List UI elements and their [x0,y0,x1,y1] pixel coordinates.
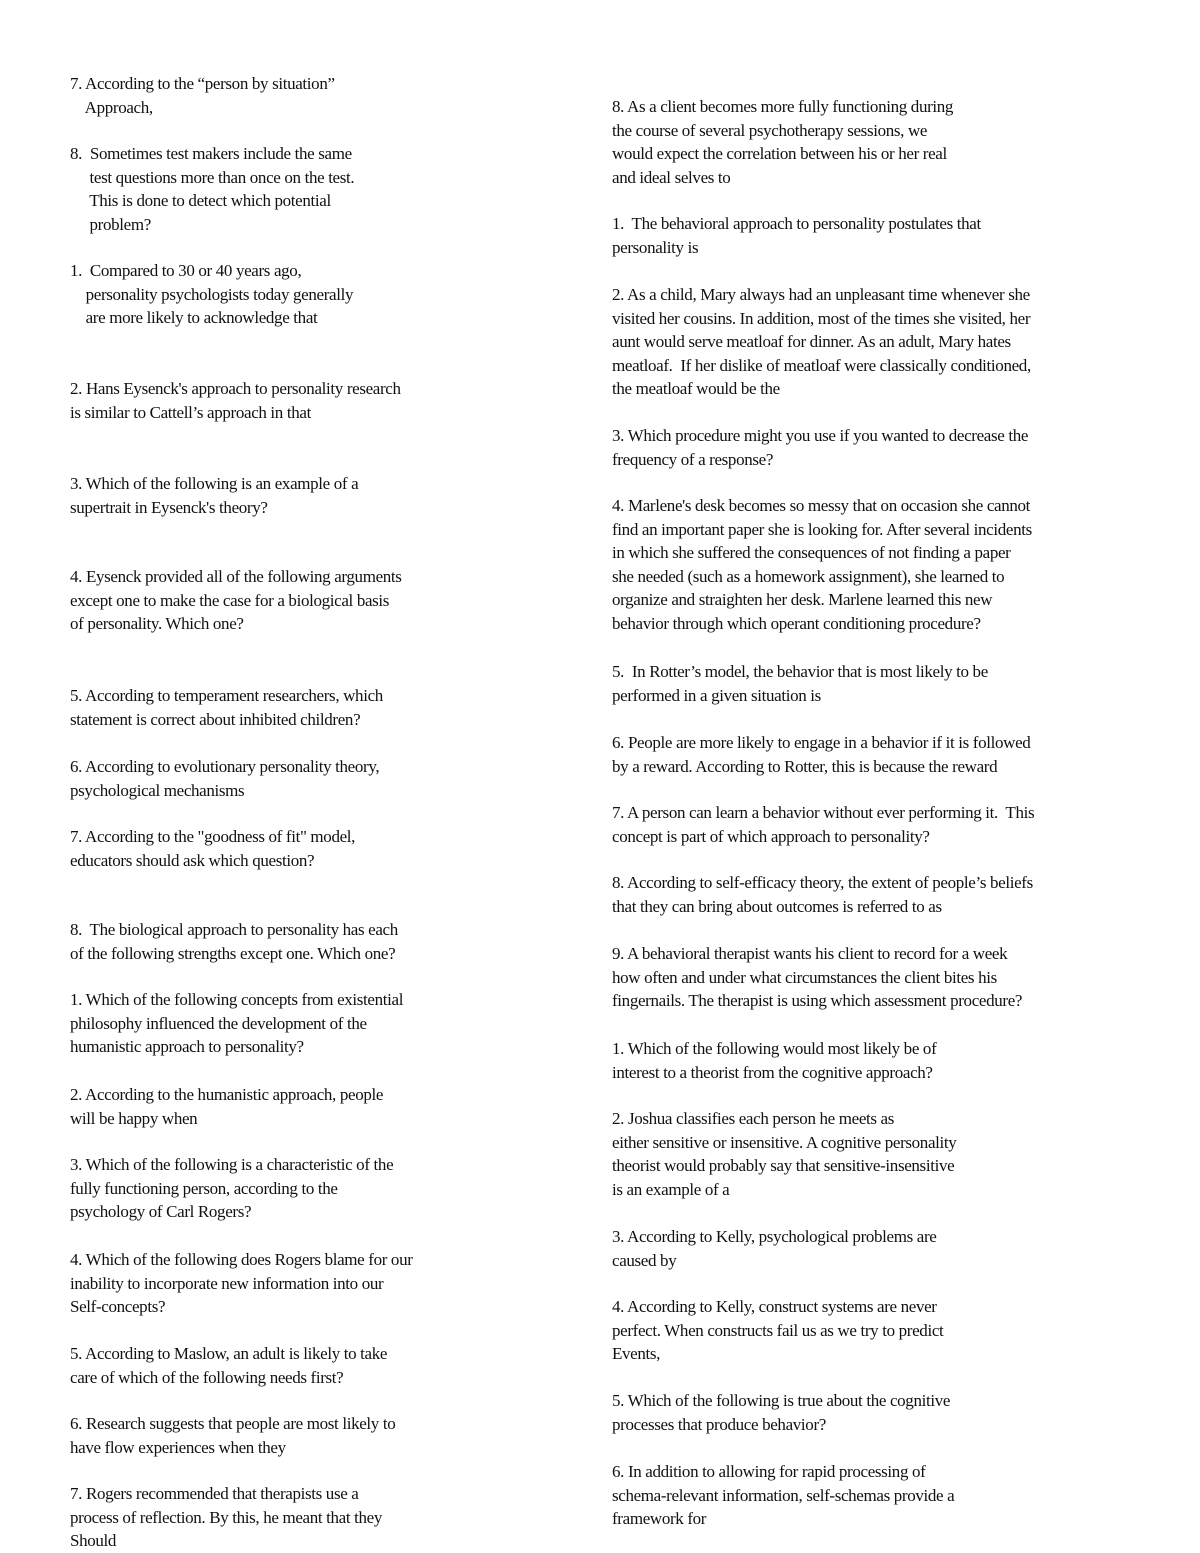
question-line: find an important paper she is looking for. After several incidents [612,519,1032,539]
question-item [70,1248,413,1319]
question-item [70,472,358,519]
question-line: psychology of Carl Rogers? [70,1202,252,1221]
question-item [612,1107,956,1201]
question-line: philosophy influenced the development of the [70,1013,367,1033]
question-line: 6. Research suggests that people are most likely to [70,1414,396,1433]
question-line: will be happy when [70,1108,198,1128]
question-line: 7. According to the "goodness of fit" model, [70,827,356,846]
question-line: interest to a theorist from the cognitive approach? [612,1062,933,1082]
question-line: frequency of a response? [612,449,774,469]
question-line: performed in a given situation is [612,685,821,705]
question-item [612,212,981,259]
question-line: statement is correct about inhibited children? [70,709,361,729]
question-item [70,684,383,731]
question-item [612,871,1033,918]
question-line: that they can bring about outcomes is referred to as [612,896,942,916]
question-line: 1. Which of the following concepts from existential [70,990,404,1009]
question-line: she needed (such as a homework assignment), she learned to [612,566,1005,586]
question-item [70,825,355,872]
question-line: humanistic approach to personality? [70,1037,304,1056]
question-line: 8. According to self-efficacy theory, the extent of people’s beliefs [612,873,1033,892]
question-line: theorist would probably say that sensitive-insensitive [612,1156,955,1175]
question-line: 8. The biological approach to personality has each [70,920,398,939]
question-line: 1. The behavioral approach to personality postulates that [612,214,981,233]
question-line: fully functioning person, according to the [70,1178,338,1198]
question-line: 4. According to Kelly, construct systems are never [612,1297,937,1316]
question-line: are more likely to acknowledge that [70,308,318,327]
question-line: 2. As a child, Mary always had an unpleasant time whenever she [612,285,1030,304]
question-item [612,1295,943,1366]
question-item [70,1083,383,1130]
question-line: 4. Which of the following does Rogers blame for our [70,1250,413,1269]
question-line: by a reward. According to Rotter, this is because the reward [612,756,998,776]
question-line: 5. According to temperament researchers, which [70,686,383,705]
question-item [70,755,379,802]
question-item [612,95,953,189]
question-line: 1. Compared to 30 or 40 years ago, [70,261,302,280]
question-line: meatloaf. If her dislike of meatloaf were classically conditioned, [612,355,1031,375]
question-line: personality is [612,237,699,257]
question-line: perfect. When constructs fail us as we try to predict [612,1320,944,1340]
question-item [70,1153,393,1224]
question-line: framework for [612,1509,707,1528]
question-line: would expect the correlation between his or her real [612,144,947,163]
question-line: have flow experiences when they [70,1437,286,1457]
question-line: concept is part of which approach to personality? [612,826,930,846]
question-line: Events, [612,1344,661,1363]
question-line: visited her cousins. In addition, most of the times she visited, her [612,308,1031,328]
question-line: 4. Eysenck provided all of the following arguments [70,567,402,586]
question-line: caused by [612,1250,677,1270]
question-item [70,988,403,1059]
question-line: 9. A behavioral therapist wants his client to record for a week [612,944,1008,963]
question-line: is similar to Cattell’s approach in that [70,402,311,422]
question-item [612,942,1022,1013]
question-line: fingernails. The therapist is using which assessment procedure? [612,991,1023,1010]
question-line: inability to incorporate new information into our [70,1273,384,1293]
question-line: supertrait in Eysenck's theory? [70,497,268,517]
question-line: 2. Hans Eysenck's approach to personality research [70,379,401,398]
question-line: 3. Which procedure might you use if you wanted to decrease the [612,426,1029,445]
question-line: 8. Sometimes test makers include the same [70,144,352,163]
question-line: test questions more than once on the test. [70,167,355,187]
question-item [70,142,354,236]
question-line: processes that produce behavior? [612,1414,826,1434]
question-item [612,1389,950,1436]
question-line: 2. According to the humanistic approach, people [70,1085,384,1104]
question-line: Self-concepts? [70,1297,166,1316]
question-line: schema-relevant information, self-schemas provide a [612,1485,955,1505]
question-item [70,1342,387,1389]
question-line: care of which of the following needs first? [70,1367,344,1387]
question-line: and ideal selves to [612,167,731,187]
question-line: 1. Which of the following would most likely be of [612,1039,937,1058]
question-line: 5. Which of the following is true about the cognitive [612,1391,951,1410]
question-line: 3. Which of the following is a characteristic of the [70,1155,394,1174]
question-item [612,801,1034,848]
question-item [612,1225,937,1272]
question-line: Should [70,1531,117,1550]
question-item [612,731,1030,778]
question-item [612,1037,936,1084]
question-item [70,259,353,330]
question-line: 8. As a client becomes more fully functioning during [612,97,954,116]
question-line: 7. Rogers recommended that therapists use a [70,1484,359,1503]
question-item [70,72,335,119]
question-line: either sensitive or insensitive. A cognitive personality [612,1132,957,1152]
question-line: behavior through which operant conditioning procedure? [612,613,981,633]
question-item [70,565,402,636]
question-item [70,1482,382,1553]
question-line: problem? [70,214,151,234]
question-line: the course of several psychotherapy sessions, we [612,120,928,140]
question-item [70,1412,395,1459]
question-line: of personality. Which one? [70,614,244,633]
question-line: Approach, [70,97,153,117]
question-item [612,283,1031,401]
question-line: 5. According to Maslow, an adult is likely to take [70,1344,388,1363]
question-item [612,1460,954,1531]
question-line: 3. Which of the following is an example of a [70,474,359,493]
question-item [612,494,1032,635]
question-line: 7. A person can learn a behavior without ever performing it. This [612,803,1035,822]
question-line: organize and straighten her desk. Marlene learned this new [612,590,993,609]
question-line: personality psychologists today generally [70,284,354,304]
question-item [70,377,401,424]
question-line: of the following strengths except one. Which one? [70,943,396,963]
question-line: aunt would serve meatloaf for dinner. As an adult, Mary hates [612,332,1011,351]
question-line: is an example of a [612,1179,730,1199]
question-line: 3. According to Kelly, psychological problems are [612,1227,937,1246]
question-item [612,660,988,707]
question-line: 7. According to the “person by situation” [70,74,335,93]
question-line: 6. According to evolutionary personality theory, [70,757,380,776]
question-line: 4. Marlene's desk becomes so messy that on occasion she cannot [612,496,1031,515]
question-item [612,424,1028,471]
question-item [70,918,398,965]
question-line: psychological mechanisms [70,780,245,800]
question-line: the meatloaf would be the [612,379,780,398]
question-line: 6. People are more likely to engage in a behavior if it is followed [612,733,1031,752]
question-line: educators should ask which question? [70,850,315,870]
question-line: 2. Joshua classifies each person he meets as [612,1109,895,1128]
question-line: in which she suffered the consequences of not finding a paper [612,543,1011,562]
question-line: how often and under what circumstances the client bites his [612,967,997,987]
question-line: This is done to detect which potential [70,191,331,210]
question-line: 5. In Rotter’s model, the behavior that is most likely to be [612,662,988,681]
question-line: 6. In addition to allowing for rapid processing of [612,1462,926,1481]
question-line: process of reflection. By this, he meant that they [70,1507,383,1527]
question-line: except one to make the case for a biological basis [70,590,390,610]
